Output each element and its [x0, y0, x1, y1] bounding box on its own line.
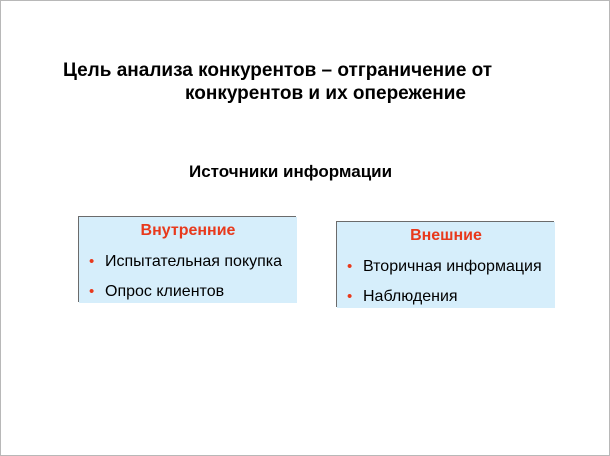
bullet-icon: • — [89, 283, 95, 300]
list-item — [337, 287, 555, 307]
internal-sources-box — [79, 217, 297, 303]
title-line-1: Цель анализа конкурентов – отграничение от — [63, 60, 493, 81]
list-item-label: Наблюдения — [363, 288, 458, 305]
bullet-icon: • — [347, 258, 353, 275]
internal-sources-title: Внутренние — [140, 222, 236, 239]
bullet-icon: • — [347, 288, 353, 305]
bullet-icon: • — [89, 253, 95, 270]
sources-heading: Источники информации — [189, 162, 393, 181]
list-item — [79, 282, 297, 302]
title-line-2: конкурентов и их опережение — [185, 83, 467, 104]
external-sources-title: Внешние — [410, 227, 482, 244]
external-sources-list — [337, 257, 555, 307]
list-item — [337, 257, 555, 277]
list-item — [79, 252, 297, 272]
list-item-label: Вторичная информация — [363, 258, 542, 275]
internal-sources-list — [79, 252, 297, 302]
list-item-label: Опрос клиентов — [105, 283, 225, 300]
list-item-label: Испытательная покупка — [105, 253, 283, 270]
external-sources-box — [337, 222, 555, 308]
